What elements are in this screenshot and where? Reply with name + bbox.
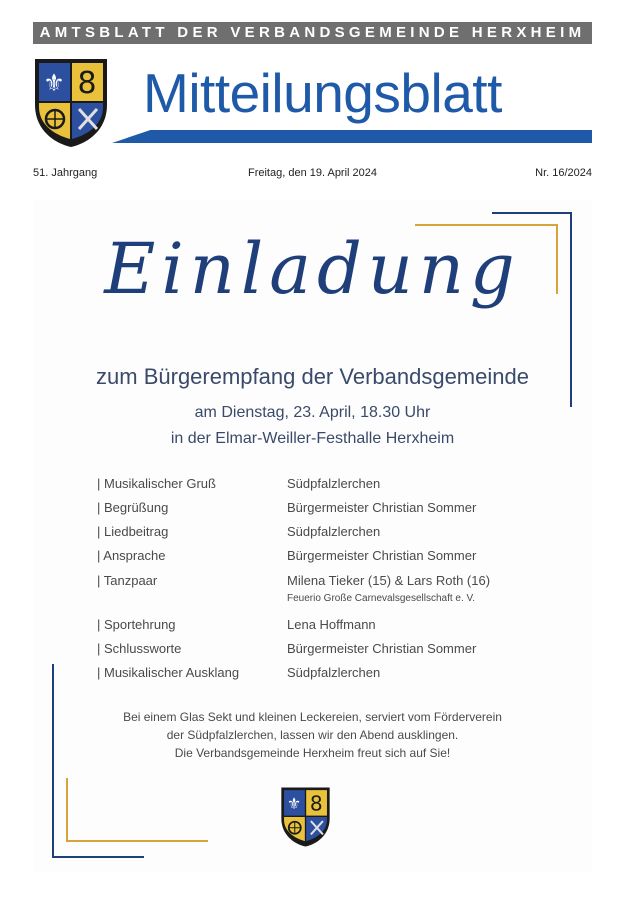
masthead-banner: AMTSBLATT DER VERBANDSGEMEINDE HERXHEIM <box>33 22 592 44</box>
program-performer: Südpfalzlerchen <box>287 665 381 680</box>
issue-number: Nr. 16/2024 <box>535 167 592 179</box>
program-note: Feuerio Große Carnevalsgesellschaft e. V. <box>287 593 476 604</box>
program-item: | Schlussworte <box>97 641 182 656</box>
frame-line <box>415 224 558 226</box>
frame-line <box>66 778 68 842</box>
closing-line: Die Verbandsgemeinde Herxheim freut sich auf Sie! <box>174 746 451 760</box>
program-performer: Milena Tieker (15) & Lars Roth (16) <box>287 573 491 588</box>
program-item: | Sportehrung <box>97 617 176 632</box>
frame-line <box>492 212 572 214</box>
program-performer: Südpfalzlerchen <box>287 476 381 491</box>
program-performer: Bürgermeister Christian Sommer <box>287 641 477 656</box>
event-date: am Dienstag, 23. April, 18.30 Uhr <box>194 404 431 421</box>
invitation-headline: zum Bürgerempfang der Verbandsgemeinde <box>96 364 529 389</box>
frame-line <box>52 856 144 858</box>
closing-line: der Südpfalzlerchen, lassen wir den Abend ausklingen. <box>166 728 459 742</box>
frame-line <box>66 840 208 842</box>
event-venue: in der Elmar-Weiller-Festhalle Herxheim <box>170 430 455 447</box>
svg-text:⚜: ⚜ <box>286 793 302 813</box>
svg-text:8: 8 <box>77 66 97 101</box>
program-item: | Liedbeitrag <box>97 524 169 539</box>
svg-text:⚜: ⚜ <box>43 69 65 97</box>
program-item: | Musikalischer Ausklang <box>97 665 240 680</box>
volume-label: 51. Jahrgang <box>33 167 98 179</box>
program-performer: Bürgermeister Christian Sommer <box>287 548 477 563</box>
title-underline <box>112 130 592 143</box>
program-performer: Lena Hoffmann <box>287 617 376 632</box>
issue-date: Freitag, den 19. April 2024 <box>247 167 378 179</box>
svg-text:8: 8 <box>309 791 323 816</box>
program-performer: Bürgermeister Christian Sommer <box>287 500 477 515</box>
page-title: Mitteilungsblatt <box>143 62 502 124</box>
program-item: | Ansprache <box>97 548 166 563</box>
program-item: | Begrüßung <box>97 500 169 515</box>
program-item: | Musikalischer Gruß <box>97 476 216 491</box>
program-item: | Tanzpaar <box>97 573 158 588</box>
invitation-script-title: Einladung <box>104 228 521 310</box>
coat-of-arms-icon <box>33 57 109 149</box>
closing-text <box>0 708 625 762</box>
program-performer: Südpfalzlerchen <box>287 524 381 539</box>
closing-line: Bei einem Glas Sekt und kleinen Leckereien, serviert vom Förderverein <box>123 710 502 724</box>
coat-of-arms-icon <box>280 786 331 848</box>
